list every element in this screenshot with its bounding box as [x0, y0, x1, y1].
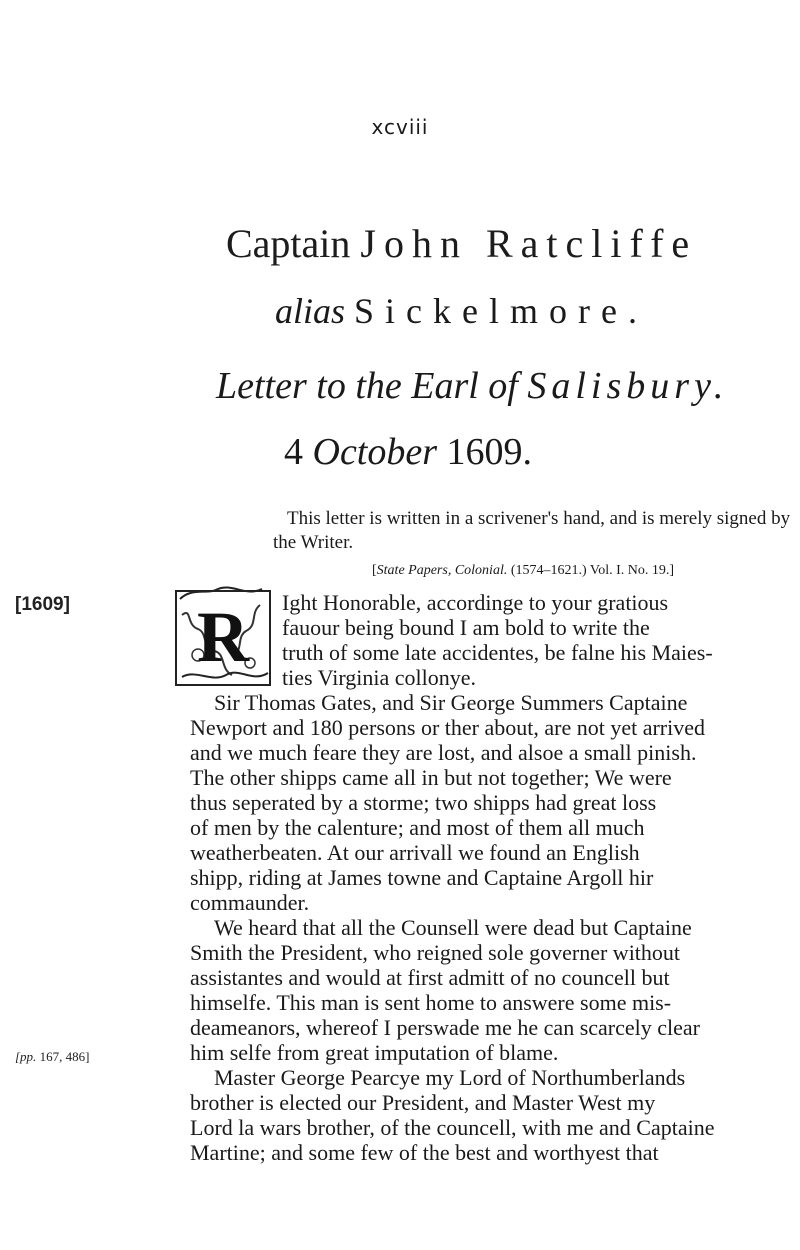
- margin-year-note: [1609]: [15, 594, 70, 615]
- source-reference: [372, 563, 674, 579]
- body-line: of men by the calenture; and most of them all much: [190, 815, 645, 840]
- body-line: himselfe. This man is sent home to answere some mis-: [190, 990, 672, 1015]
- body-line: fauour being bound I am bold to write the: [282, 615, 650, 640]
- letter-date: [284, 430, 532, 474]
- body-line: deameanors, whereof I perswade me he can scarcely clear: [190, 1015, 700, 1040]
- source-collection: State Papers, Colonial.: [376, 563, 508, 578]
- letter-recipient: Salisbury.: [527, 365, 729, 407]
- date-year: 1609.: [437, 431, 533, 473]
- body-line: Ight Honorable, accordinge to your gratious: [282, 590, 669, 615]
- body-line: ties Virginia collonye.: [282, 665, 477, 690]
- letter-heading-prefix: Letter to the Earl of: [216, 365, 528, 407]
- body-line: We heard that all the Counsell were dead but Captaine: [214, 915, 692, 940]
- body-line: Lord la wars brother, of the councell, with me and Captaine: [190, 1115, 715, 1140]
- body-line: and we much feare they are lost, and alsoe a small pinish.: [190, 740, 697, 765]
- body-line: commaunder.: [190, 890, 310, 915]
- date-day: 4: [284, 431, 313, 473]
- body-line: shipp, riding at James towne and Captaine Argoll hir: [190, 865, 654, 890]
- title-name-line: [226, 220, 697, 267]
- body-line: thus seperated by a storme; two shipps had great loss: [190, 790, 657, 815]
- body-line: Newport and 180 persons or ther about, are not yet arrived: [190, 715, 706, 740]
- body-line: assistantes and would at first admitt of no councell but: [190, 965, 670, 990]
- drop-cap-letter: R: [197, 597, 249, 677]
- date-month: October: [312, 431, 438, 473]
- source-ref-open: [: [372, 563, 377, 578]
- body-line: him selfe from great imputation of blame.: [190, 1040, 559, 1065]
- body-line: Master George Pearcye my Lord of Northumberlands: [214, 1065, 686, 1090]
- body-line: The other shipps came all in but not together; We were: [190, 765, 672, 790]
- body-line: Sir Thomas Gates, and Sir George Summers Captaine: [214, 690, 688, 715]
- title-alias-line: [275, 290, 648, 332]
- page-number: xcviii: [371, 115, 429, 139]
- body-line: weatherbeaten. At our arrivall we found an English: [190, 840, 640, 865]
- body-line: brother is elected our President, and Master West my: [190, 1090, 656, 1115]
- source-details: (1574–1621.) Vol. I. No. 19.]: [507, 563, 675, 578]
- letter-heading: [216, 364, 728, 408]
- body-line: Smith the President, who reigned sole governer without: [190, 940, 681, 965]
- title-name: John Ratcliffe: [360, 221, 698, 266]
- body-line: truth of some late accidentes, be falne his Maies-: [282, 640, 713, 665]
- body-line: Martine; and some few of the best and worthyest that: [190, 1140, 659, 1165]
- alias-name: Sickelmore.: [354, 291, 648, 331]
- page-ref-prefix: [pp.: [15, 1049, 37, 1064]
- margin-page-reference: [15, 1049, 89, 1065]
- intro-note: This letter is written in a scrivener's hand, and is merely signed by the Writer.: [273, 508, 791, 553]
- title-prefix: Captain: [226, 221, 361, 266]
- ornamental-drop-cap-icon: [172, 585, 276, 689]
- alias-label: alias: [275, 291, 346, 331]
- page-ref-numbers: 167, 486]: [36, 1049, 90, 1064]
